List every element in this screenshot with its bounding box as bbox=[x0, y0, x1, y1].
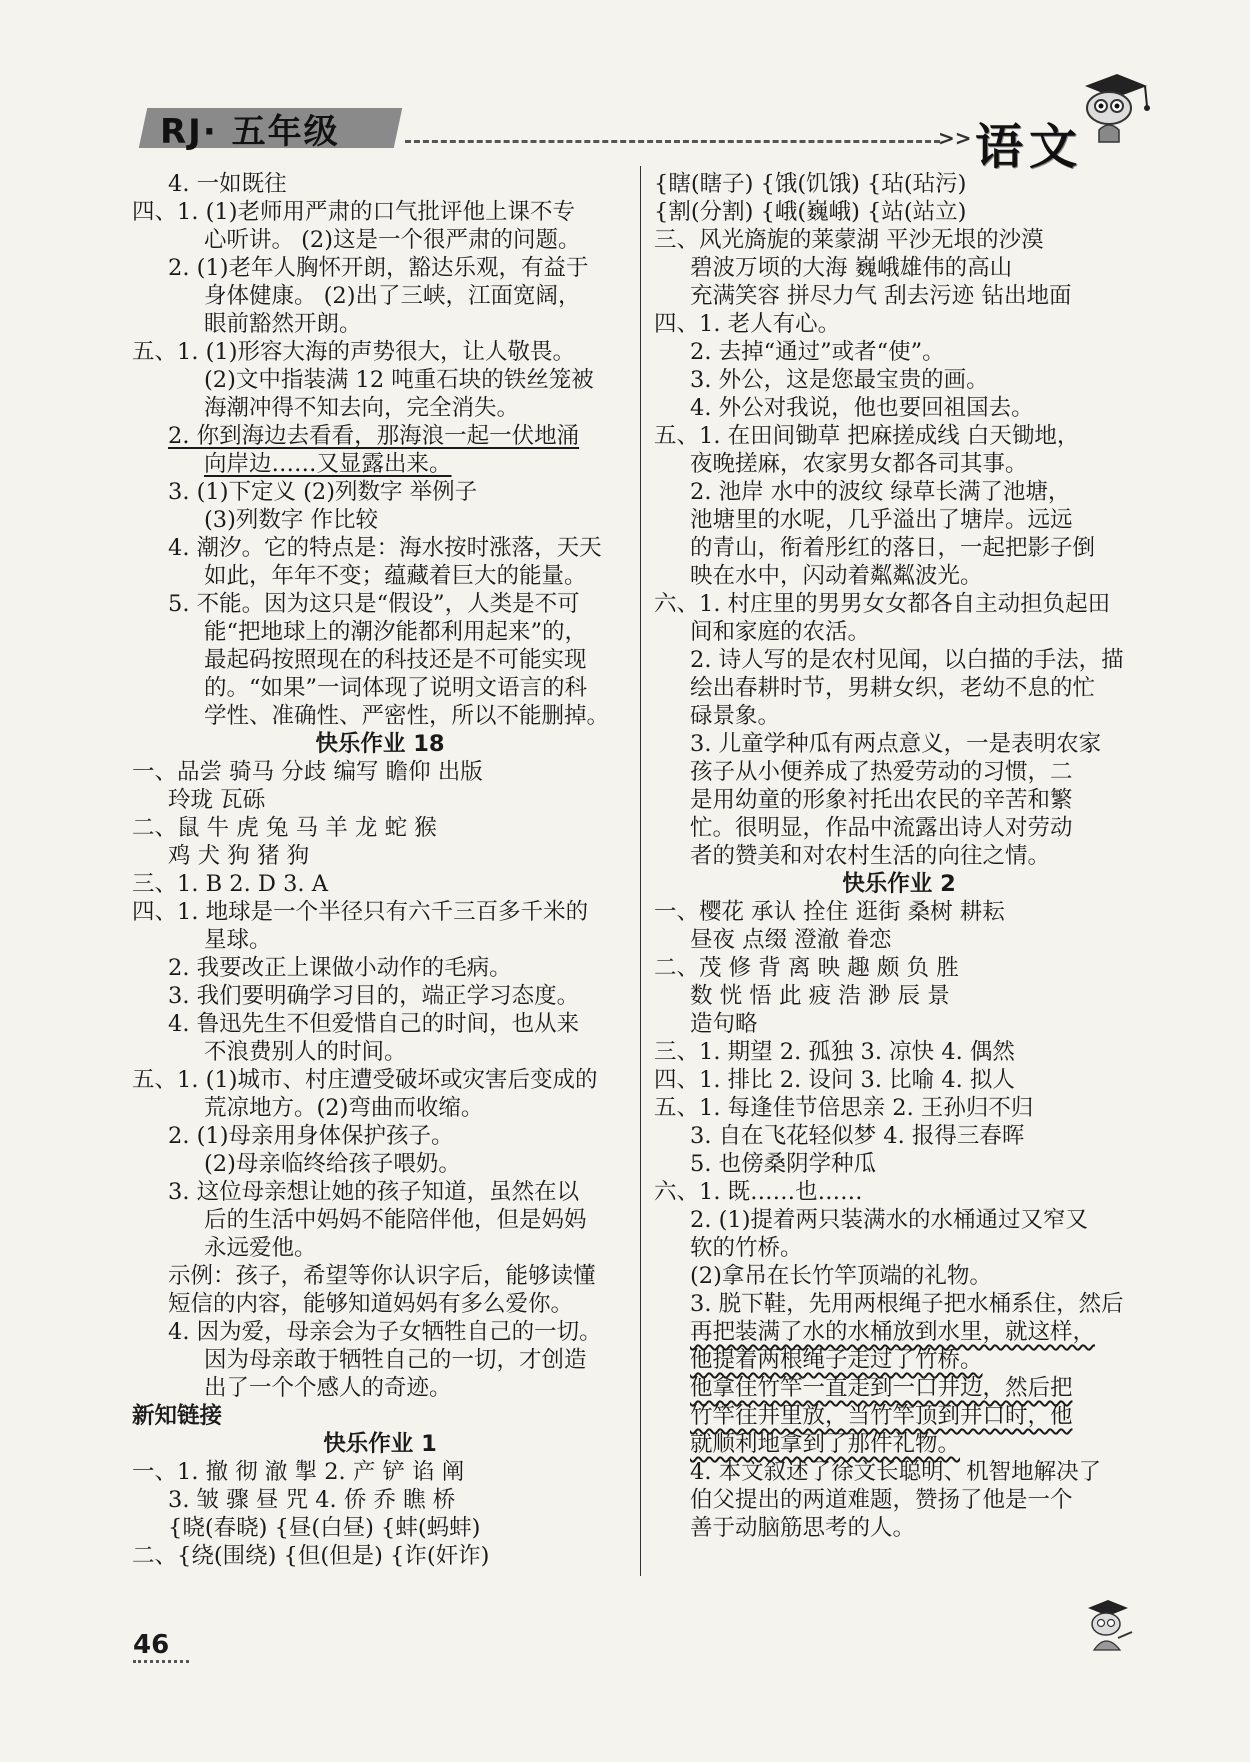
answer-line bbox=[132, 1234, 628, 1262]
answer-line bbox=[654, 198, 1144, 226]
answer-line bbox=[654, 1374, 1144, 1402]
answer-text: 快乐作业 2 bbox=[842, 871, 956, 897]
answer-line bbox=[132, 226, 628, 254]
answer-line bbox=[132, 198, 628, 226]
answer-text: 造句略 bbox=[690, 1011, 758, 1037]
answer-line bbox=[132, 1318, 628, 1346]
answer-text: 3. 我们要明确学习目的，端正学习态度。 bbox=[168, 983, 580, 1009]
answer-text: 玲珑 瓦砾 bbox=[168, 787, 266, 813]
answer-text: 忙。很明显，作品中流露出诗人对劳动 bbox=[690, 815, 1073, 841]
answer-text: 2. 池岸 水中的波纹 绿草长满了池塘， bbox=[690, 479, 1071, 505]
answer-line bbox=[654, 1458, 1144, 1486]
answer-line bbox=[132, 366, 628, 394]
answer-line bbox=[654, 1318, 1144, 1346]
answer-line bbox=[654, 1514, 1144, 1542]
answer-line bbox=[654, 1290, 1144, 1318]
answer-text: 是用幼童的形象衬托出农民的辛苦和繁 bbox=[690, 787, 1073, 813]
answer-line bbox=[654, 450, 1144, 478]
answer-line bbox=[654, 674, 1144, 702]
answer-line bbox=[654, 170, 1144, 198]
answer-line bbox=[654, 254, 1144, 282]
answer-text: 昼夜 点缀 澄澈 眷恋 bbox=[690, 927, 892, 953]
answer-text: 2. 你到海边去看看，那海浪一起一伏地涌 bbox=[168, 423, 580, 449]
answer-line bbox=[654, 982, 1144, 1010]
answer-text: 五、1. (1)城市、村庄遭受破坏或灾害后变成的 bbox=[132, 1067, 598, 1093]
answer-text: 鸡 犬 狗 猪 狗 bbox=[168, 843, 310, 869]
answer-text: (3)列数字 作比较 bbox=[204, 507, 379, 533]
answer-text: {瞎(瞎子) {饿(饥饿) {玷(玷污) bbox=[654, 171, 967, 197]
answer-line bbox=[654, 310, 1144, 338]
answer-text: 3. 儿童学种瓜有两点意义，一是表明农家 bbox=[690, 731, 1102, 757]
answer-line bbox=[132, 842, 628, 870]
answer-text: 快乐作业 1 bbox=[323, 1431, 437, 1457]
answer-line bbox=[132, 422, 628, 450]
answer-text: 软的竹桥。 bbox=[690, 1235, 803, 1261]
answer-text: 一、1. 撤 彻 澈 掣 2. 产 铲 谄 阐 bbox=[132, 1459, 465, 1485]
answer-line bbox=[132, 590, 628, 618]
answer-text: 4. 本文叙述了徐文长聪明、机智地解决了 bbox=[690, 1459, 1102, 1485]
answer-text: 六、1. 既……也…… bbox=[654, 1179, 863, 1205]
answer-text: 短信的内容，能够知道妈妈有多么爱你。 bbox=[168, 1291, 574, 1317]
answer-text: 后的生活中妈妈不能陪伴他，但是妈妈 bbox=[204, 1207, 587, 1233]
answer-line bbox=[654, 618, 1144, 646]
answer-text: 他提着两根绳子走过了竹桥。 bbox=[690, 1347, 983, 1373]
answer-text: 2. 去掉“通过”或者“使”。 bbox=[690, 339, 945, 365]
answer-text: 新知链接 bbox=[132, 1403, 223, 1429]
header-grade: RJ· 五年级 bbox=[160, 112, 340, 152]
answer-text: 二、茂 修 背 离 映 趣 颇 负 胜 bbox=[654, 955, 959, 981]
mascot-icon bbox=[1065, 72, 1151, 144]
answer-text: 学性、准确性、严密性，所以不能删掉。 bbox=[204, 703, 610, 729]
answer-line bbox=[654, 506, 1144, 534]
answer-line bbox=[132, 1122, 628, 1150]
answer-line bbox=[132, 1038, 628, 1066]
answer-text: 三、1. 期望 2. 孤独 3. 凉快 4. 偶然 bbox=[654, 1039, 1015, 1065]
answer-text: 4. 潮汐。它的特点是：海水按时涨落，天天 bbox=[168, 535, 602, 561]
answer-text: 四、1. (1)老师用严肃的口气批评他上课不专 bbox=[132, 199, 575, 225]
answer-text: 他拿住竹竿一直走到一口井边，然后把 bbox=[690, 1375, 1073, 1401]
answer-line bbox=[654, 534, 1144, 562]
answer-line bbox=[132, 618, 628, 646]
answer-line bbox=[654, 1150, 1144, 1178]
answer-line bbox=[132, 758, 628, 786]
answer-line bbox=[132, 1486, 628, 1514]
answer-text: 4. 一如既往 bbox=[168, 171, 287, 197]
answer-line bbox=[132, 898, 628, 926]
answer-text: 4. 外公对我说，他也要回祖国去。 bbox=[690, 395, 1034, 421]
answer-text: 3. 自在飞花轻似梦 4. 报得三春晖 bbox=[690, 1123, 1025, 1149]
answer-text: 绘出春耕时节，男耕女织，老幼不息的忙 bbox=[690, 675, 1096, 701]
answer-text: {割(分割) {峨(巍峨) {站(站立) bbox=[654, 199, 967, 225]
answer-text: 三、风光旖旎的莱蒙湖 平沙无垠的沙漠 bbox=[654, 227, 1044, 253]
answer-line bbox=[654, 590, 1144, 618]
answer-text: 的青山，衔着彤红的落日，一起把影子倒 bbox=[690, 535, 1096, 561]
answer-text: 数 恍 悟 此 疲 浩 渺 辰 景 bbox=[690, 983, 950, 1009]
answer-line bbox=[132, 982, 628, 1010]
answer-line bbox=[132, 1206, 628, 1234]
answer-line bbox=[132, 562, 628, 590]
answer-text: 3. 外公，这是您最宝贵的画。 bbox=[690, 367, 989, 393]
answer-line bbox=[654, 1010, 1144, 1038]
answer-text: (2)拿吊在长竹竿顶端的礼物。 bbox=[690, 1263, 992, 1289]
answer-line bbox=[132, 534, 628, 562]
answer-text: 池塘里的水呢，几乎溢出了塘岸。远远 bbox=[690, 507, 1073, 533]
answer-text: 二、{绕(围绕) {但(但是) {诈(奸诈) bbox=[132, 1543, 490, 1569]
answer-text: 出了一个个感人的奇迹。 bbox=[204, 1375, 452, 1401]
answer-text: 四、1. 排比 2. 设问 3. 比喻 4. 拟人 bbox=[654, 1067, 1015, 1093]
answer-line bbox=[132, 870, 628, 898]
answer-text: 2. (1)提着两只装满水的水桶通过又窄又 bbox=[690, 1207, 1088, 1233]
answer-line bbox=[654, 1346, 1144, 1374]
answer-line bbox=[132, 1010, 628, 1038]
answer-text: 五、1. 在田间锄草 把麻搓成线 白天锄地， bbox=[654, 423, 1080, 449]
section-title bbox=[132, 730, 628, 758]
answer-line bbox=[654, 562, 1144, 590]
answer-line bbox=[654, 1094, 1144, 1122]
answer-text: 心听讲。 (2)这是一个很严肃的问题。 bbox=[204, 227, 581, 253]
answer-line bbox=[654, 1234, 1144, 1262]
header-arrows: >> bbox=[938, 126, 972, 150]
answer-line bbox=[654, 226, 1144, 254]
answer-text: 因为母亲敢于牺牲自己的一切，才创造 bbox=[204, 1347, 587, 1373]
answer-line bbox=[654, 478, 1144, 506]
answer-text: (2)文中指装满 12 吨重石块的铁丝笼被 bbox=[204, 367, 594, 393]
answer-line bbox=[654, 1402, 1144, 1430]
answer-line bbox=[654, 702, 1144, 730]
mascot-small-icon bbox=[1078, 1598, 1136, 1654]
answer-text: 5. 也傍桑阴学种瓜 bbox=[690, 1151, 877, 1177]
answer-line bbox=[654, 758, 1144, 786]
answer-text: 碌景象。 bbox=[690, 703, 781, 729]
answer-text: 海潮冲得不知去向，完全消失。 bbox=[204, 395, 520, 421]
answer-line bbox=[654, 366, 1144, 394]
answer-text: 映在水中，闪动着粼粼波光。 bbox=[690, 563, 983, 589]
answer-line bbox=[132, 1374, 628, 1402]
answer-line bbox=[654, 282, 1144, 310]
page-number: 46 bbox=[133, 1630, 170, 1660]
answer-line bbox=[654, 926, 1144, 954]
answer-line bbox=[132, 1346, 628, 1374]
answer-line bbox=[654, 1122, 1144, 1150]
answer-text: 3. 脱下鞋，先用两根绳子把水桶系住，然后 bbox=[690, 1291, 1124, 1317]
answer-line bbox=[132, 1066, 628, 1094]
answer-text: 孩子从小便养成了热爱劳动的习惯，二 bbox=[690, 759, 1073, 785]
answer-text: 的。“如果”一词体现了说明文语言的科 bbox=[204, 675, 588, 701]
answer-text: 5. 不能。因为这只是“假设”，人类是不可 bbox=[168, 591, 580, 617]
answer-line bbox=[132, 450, 628, 478]
answer-text: 再把装满了水的水桶放到水里，就这样， bbox=[690, 1319, 1096, 1345]
section-heading bbox=[132, 1402, 628, 1430]
answer-line bbox=[132, 674, 628, 702]
answer-text: 五、1. (1)形容大海的声势很大，让人敬畏。 bbox=[132, 339, 575, 365]
answer-line bbox=[132, 954, 628, 982]
answer-line bbox=[654, 422, 1144, 450]
answer-text: 4. 因为爱，母亲会为子女牺牲自己的一切。 bbox=[168, 1319, 602, 1345]
answer-line bbox=[132, 926, 628, 954]
answer-text: 者的赞美和对农村生活的向往之情。 bbox=[690, 843, 1051, 869]
section-title bbox=[132, 1430, 628, 1458]
answer-text: 二、鼠 牛 虎 兔 马 羊 龙 蛇 猴 bbox=[132, 815, 437, 841]
answer-line bbox=[654, 814, 1144, 842]
answer-line bbox=[654, 954, 1144, 982]
answer-text: 如此，年年不变；蕴藏着巨大的能量。 bbox=[204, 563, 587, 589]
answer-text: {晓(春晓) {昼(白昼) {蚌(蚂蚌) bbox=[168, 1515, 481, 1541]
answer-line bbox=[654, 1066, 1144, 1094]
answer-line bbox=[654, 1486, 1144, 1514]
answer-text: 善于动脑筋思考的人。 bbox=[690, 1515, 916, 1541]
answer-line bbox=[654, 1178, 1144, 1206]
answer-text: 3. (1)下定义 (2)列数字 举例子 bbox=[168, 479, 478, 505]
answer-text: 竹竿往井里放，当竹竿顶到井口时，他 bbox=[690, 1403, 1073, 1429]
answer-line bbox=[132, 702, 628, 730]
answer-text: 向岸边……又显露出来。 bbox=[204, 451, 452, 477]
answer-text: 伯父提出的两道难题，赞扬了他是一个 bbox=[690, 1487, 1073, 1513]
answer-line bbox=[654, 898, 1144, 926]
answer-line bbox=[132, 1094, 628, 1122]
answer-line bbox=[132, 1514, 628, 1542]
answer-text: 星球。 bbox=[204, 927, 272, 953]
answer-text: 2. 我要改正上课做小动作的毛病。 bbox=[168, 955, 512, 981]
page-number-underline bbox=[133, 1660, 189, 1663]
answer-text: 不浪费别人的时间。 bbox=[204, 1039, 407, 1065]
answer-line bbox=[654, 786, 1144, 814]
answer-text: 3. 这位母亲想让她的孩子知道，虽然在以 bbox=[168, 1179, 580, 1205]
left-column bbox=[132, 170, 628, 1570]
answer-text: 快乐作业 18 bbox=[315, 731, 445, 757]
answer-text: 最起码按照现在的科技还是不可能实现 bbox=[204, 647, 587, 673]
answer-text: 荒凉地方。(2)弯曲而收缩。 bbox=[204, 1095, 484, 1121]
answer-line bbox=[132, 1290, 628, 1318]
answer-line bbox=[132, 646, 628, 674]
answer-text: 夜晚搓麻，农家男女都各司其事。 bbox=[690, 451, 1028, 477]
answer-text: 充满笑容 拼尽力气 刮去污迹 钻出地面 bbox=[690, 283, 1072, 309]
answer-line bbox=[132, 1150, 628, 1178]
header-subject: 语文 bbox=[975, 119, 1084, 175]
answer-line bbox=[132, 814, 628, 842]
answer-line bbox=[654, 1430, 1144, 1458]
answer-text: 间和家庭的农活。 bbox=[690, 619, 871, 645]
answer-line bbox=[654, 646, 1144, 674]
answer-line bbox=[132, 338, 628, 366]
answer-text: 4. 鲁迅先生不但爱惜自己的时间，也从来 bbox=[168, 1011, 580, 1037]
answer-text: 3. 皱 骤 昼 咒 4. 侨 乔 瞧 桥 bbox=[168, 1487, 456, 1513]
answer-line bbox=[132, 1178, 628, 1206]
answer-line bbox=[132, 282, 628, 310]
answer-text: 一、品尝 骑马 分歧 编写 瞻仰 出版 bbox=[132, 759, 483, 785]
answer-text: 六、1. 村庄里的男男女女都各自主动担负起田 bbox=[654, 591, 1111, 617]
answer-line bbox=[132, 394, 628, 422]
answer-line bbox=[132, 506, 628, 534]
answer-line bbox=[132, 1542, 628, 1570]
answer-text: 2. (1)母亲用身体保护孩子。 bbox=[168, 1123, 454, 1149]
answer-line bbox=[654, 1262, 1144, 1290]
answer-text: 碧波万顷的大海 巍峨雄伟的高山 bbox=[690, 255, 1013, 281]
answer-text: 能“把地球上的潮汐能都利用起来”的， bbox=[204, 619, 588, 645]
answer-line bbox=[654, 338, 1144, 366]
answer-line bbox=[132, 786, 628, 814]
answer-line bbox=[654, 730, 1144, 758]
answer-line bbox=[132, 170, 628, 198]
answer-text: 2. 诗人写的是农村见闻，以白描的手法，描 bbox=[690, 647, 1124, 673]
answer-text: 就顺利地拿到了那件礼物。 bbox=[690, 1431, 961, 1457]
answer-text: 四、1. 老人有心。 bbox=[654, 311, 841, 337]
header-divider bbox=[405, 140, 940, 143]
answer-line bbox=[132, 254, 628, 282]
answer-line bbox=[654, 842, 1144, 870]
answer-text: 四、1. 地球是一个半径只有六千三百多千米的 bbox=[132, 899, 589, 925]
answer-line bbox=[132, 1458, 628, 1486]
answer-text: 眼前豁然开朗。 bbox=[204, 311, 362, 337]
answer-line bbox=[654, 1038, 1144, 1066]
answer-text: (2)母亲临终给孩子喂奶。 bbox=[204, 1151, 461, 1177]
answer-line bbox=[654, 394, 1144, 422]
answer-line bbox=[132, 478, 628, 506]
answer-text: 2. (1)老年人胸怀开朗，豁达乐观，有益于 bbox=[168, 255, 589, 281]
right-column bbox=[654, 170, 1144, 1542]
answer-text: 一、樱花 承认 拴住 逛街 桑树 耕耘 bbox=[654, 899, 1005, 925]
answer-text: 示例：孩子，希望等你认识字后，能够读懂 bbox=[168, 1263, 596, 1289]
answer-text: 三、1. B 2. D 3. A bbox=[132, 871, 328, 897]
section-title bbox=[654, 870, 1144, 898]
answer-text: 永远爱他。 bbox=[204, 1235, 317, 1261]
answer-line bbox=[132, 1262, 628, 1290]
answer-line bbox=[654, 1206, 1144, 1234]
answer-line bbox=[132, 310, 628, 338]
answer-text: 五、1. 每逢佳节倍思亲 2. 王孙归不归 bbox=[654, 1095, 1034, 1121]
column-divider bbox=[640, 166, 641, 1576]
answer-text: 身体健康。 (2)出了三峡，江面宽阔， bbox=[204, 283, 581, 309]
